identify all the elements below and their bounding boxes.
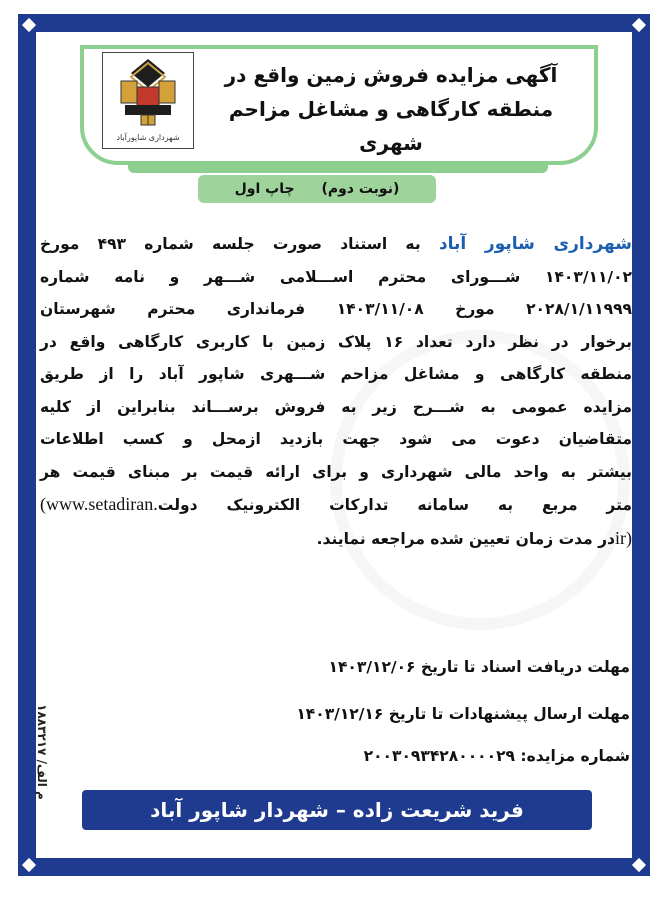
title-line-1: آگهی مزایده فروش زمین واقع در bbox=[224, 63, 558, 87]
body-line: برخوار در نظر دارد تعداد ۱۶ پلاک زمین با کاربری کارگاهی واقع در bbox=[40, 332, 632, 351]
edition-print: چاپ اول bbox=[234, 181, 295, 197]
body-line: ۲۰۲۸/۱/۱۱۹۹۹ مورخ ۱۴۰۳/۱۱/۰۸ فرمانداری محترم شهرستان bbox=[40, 300, 632, 318]
body-line bbox=[40, 522, 632, 556]
body-line: مزایده عمومی به شـــرح زیر به فروش برســـاند بنابراین از کلیه bbox=[40, 397, 632, 416]
body-line: بیشتر به واحد مالی شهرداری و برای ارائه قیمت بر مبنای قیمت هر bbox=[40, 462, 632, 481]
body-line-text: به استناد صورت جلسه شماره ۴۹۳ مورخ bbox=[40, 235, 421, 253]
header-tab-strip bbox=[128, 165, 548, 173]
bottom-ornament-band bbox=[40, 858, 628, 876]
top-ornament-band bbox=[40, 14, 628, 32]
body-line-text: در مدت زمان تعیین شده مراجعه نمایند. bbox=[316, 529, 615, 548]
title-line-2: منطقه کارگاهی و مشاغل مزاحم شهری bbox=[228, 97, 554, 155]
website-link-part[interactable]: (www.setadiran. bbox=[40, 494, 158, 514]
right-ornament-band bbox=[632, 36, 650, 854]
municipality-logo bbox=[102, 52, 194, 149]
municipality-name: شهرداری شاپور آباد bbox=[438, 234, 632, 254]
website-link-part[interactable]: ir) bbox=[615, 527, 632, 548]
body-line: منطقه کارگاهی و مشاغل مزاحم شـــهری شاپور آباد را از طریق bbox=[40, 365, 632, 383]
notice-body bbox=[40, 228, 632, 555]
mayor-signature-banner: فرید شریعت زاده – شهردار شاپور آباد bbox=[82, 790, 592, 830]
edition-badge bbox=[198, 175, 436, 203]
reference-code-text: م الف/ ۱۸۸۳۲۱۷ bbox=[35, 704, 49, 800]
edition-round: (نوبت دوم) bbox=[321, 181, 400, 197]
body-line bbox=[40, 488, 632, 522]
docs-deadline: مهلت دریافت اسناد تا تاریخ ۱۴۰۳/۱۲/۰۶ bbox=[328, 658, 630, 676]
reference-code bbox=[32, 690, 52, 820]
logo-caption: شهرداری شاپورآباد bbox=[116, 133, 180, 142]
body-line-text: متر مربع به سامانه تدارکات الکترونیک دولت bbox=[157, 496, 632, 514]
page-title bbox=[200, 58, 582, 160]
body-line bbox=[40, 228, 632, 261]
auction-number: شماره مزایده: ۲۰۰۳۰۹۳۴۲۸۰۰۰۰۲۹ bbox=[363, 747, 630, 765]
body-line: ۱۴۰۳/۱۱/۰۲ شـــورای محترم اســـلامی شـــهر و نامه شماره bbox=[40, 267, 632, 286]
body-line: متقاضیان دعوت می شود جهت بازدید ازمحل و کسب اطلاعات bbox=[40, 430, 632, 448]
proposals-deadline: مهلت ارسال پیشنهادات تا تاریخ ۱۴۰۳/۱۲/۱۶ bbox=[296, 705, 630, 723]
